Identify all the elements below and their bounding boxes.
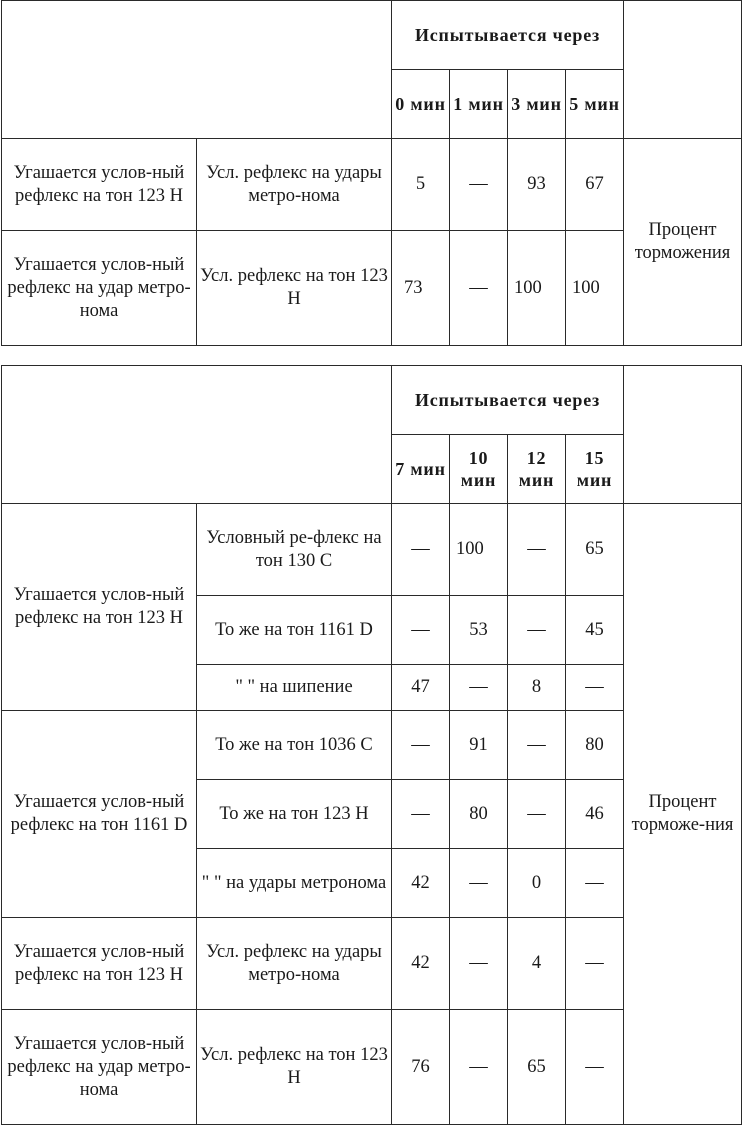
tested-reflex-cell: Усл. рефлекс на удары метро-нома (197, 918, 392, 1010)
tested-reflex-cell: " " на шипение (197, 665, 392, 711)
value-cell: 5 (392, 139, 450, 231)
value-cell: — (566, 665, 624, 711)
extinguished-reflex-cell: Угашается услов-ный рефлекс на тон 123 H (2, 139, 197, 231)
value-cell: 42 (392, 849, 450, 918)
column-header: 1 мин (450, 70, 508, 139)
value-cell: — (392, 780, 450, 849)
column-header: 12 мин (508, 435, 566, 504)
value-cell: 8 (508, 665, 566, 711)
value-cell: 73 (392, 231, 450, 346)
inhibition-percent-label: Процент торможе-ния (624, 504, 742, 1125)
column-header: 7 мин (392, 435, 450, 504)
value-cell: — (450, 231, 508, 346)
value-cell: 76 (392, 1010, 450, 1125)
tested-reflex-cell: То же на тон 1161 D (197, 596, 392, 665)
value-cell: — (450, 1010, 508, 1125)
extinguished-reflex-cell: Угашается услов-ный рефлекс на тон 123 H (2, 504, 197, 711)
value-cell: 42 (392, 918, 450, 1010)
empty-side-header-cell (624, 366, 742, 504)
column-header: 5 мин (566, 70, 624, 139)
value-cell: 100 (566, 231, 624, 346)
value-cell: — (508, 711, 566, 780)
column-header: 0 мин (392, 70, 450, 139)
value-cell: 67 (566, 139, 624, 231)
value-cell: — (450, 139, 508, 231)
tested-reflex-cell: Условный ре-флекс на тон 130 C (197, 504, 392, 596)
empty-side-header-cell (624, 1, 742, 139)
value-cell: — (392, 596, 450, 665)
value-cell: 100 (450, 504, 508, 596)
tested-reflex-cell: То же на тон 123 H (197, 780, 392, 849)
empty-corner-cell (2, 366, 392, 504)
value-cell: 93 (508, 139, 566, 231)
value-cell: — (566, 1010, 624, 1125)
tested-reflex-cell: Усл. рефлекс на тон 123 H (197, 1010, 392, 1125)
value-cell: 100 (508, 231, 566, 346)
value-cell: — (508, 780, 566, 849)
extinguished-reflex-cell: Угашается услов-ный рефлекс на удар метро-нома (2, 231, 197, 346)
header-tested-after: Испытывается через (392, 366, 624, 435)
value-cell: 4 (508, 918, 566, 1010)
extinguished-reflex-cell: Угашается услов-ный рефлекс на тон 1161 D (2, 711, 197, 918)
value-cell: — (450, 665, 508, 711)
empty-corner-cell (2, 1, 392, 139)
column-header: 3 мин (508, 70, 566, 139)
value-cell: 0 (508, 849, 566, 918)
value-cell: — (392, 504, 450, 596)
value-cell: 53 (450, 596, 508, 665)
header-tested-after: Испытывается через (392, 1, 624, 70)
value-cell: 80 (566, 711, 624, 780)
tested-reflex-cell: Усл. рефлекс на удары метро-нома (197, 139, 392, 231)
column-header: 10 мин (450, 435, 508, 504)
value-cell: 91 (450, 711, 508, 780)
value-cell: — (508, 596, 566, 665)
extinguished-reflex-cell: Угашается услов-ный рефлекс на тон 123 H (2, 918, 197, 1010)
value-cell: — (566, 918, 624, 1010)
value-cell: 46 (566, 780, 624, 849)
results-table-1 (1, 0, 742, 346)
value-cell: — (450, 849, 508, 918)
tested-reflex-cell: То же на тон 1036 C (197, 711, 392, 780)
extinguished-reflex-cell: Угашается услов-ный рефлекс на удар метро-нома (2, 1010, 197, 1125)
value-cell: — (508, 504, 566, 596)
value-cell: 65 (508, 1010, 566, 1125)
value-cell: — (392, 711, 450, 780)
inhibition-percent-label: Процент торможения (624, 139, 742, 346)
value-cell: 65 (566, 504, 624, 596)
column-header: 15 мин (566, 435, 624, 504)
tested-reflex-cell: " " на удары метронома (197, 849, 392, 918)
value-cell: 80 (450, 780, 508, 849)
value-cell: — (450, 918, 508, 1010)
value-cell: 45 (566, 596, 624, 665)
value-cell: — (566, 849, 624, 918)
results-table-2 (1, 365, 742, 1125)
tested-reflex-cell: Усл. рефлекс на тон 123 H (197, 231, 392, 346)
value-cell: 47 (392, 665, 450, 711)
